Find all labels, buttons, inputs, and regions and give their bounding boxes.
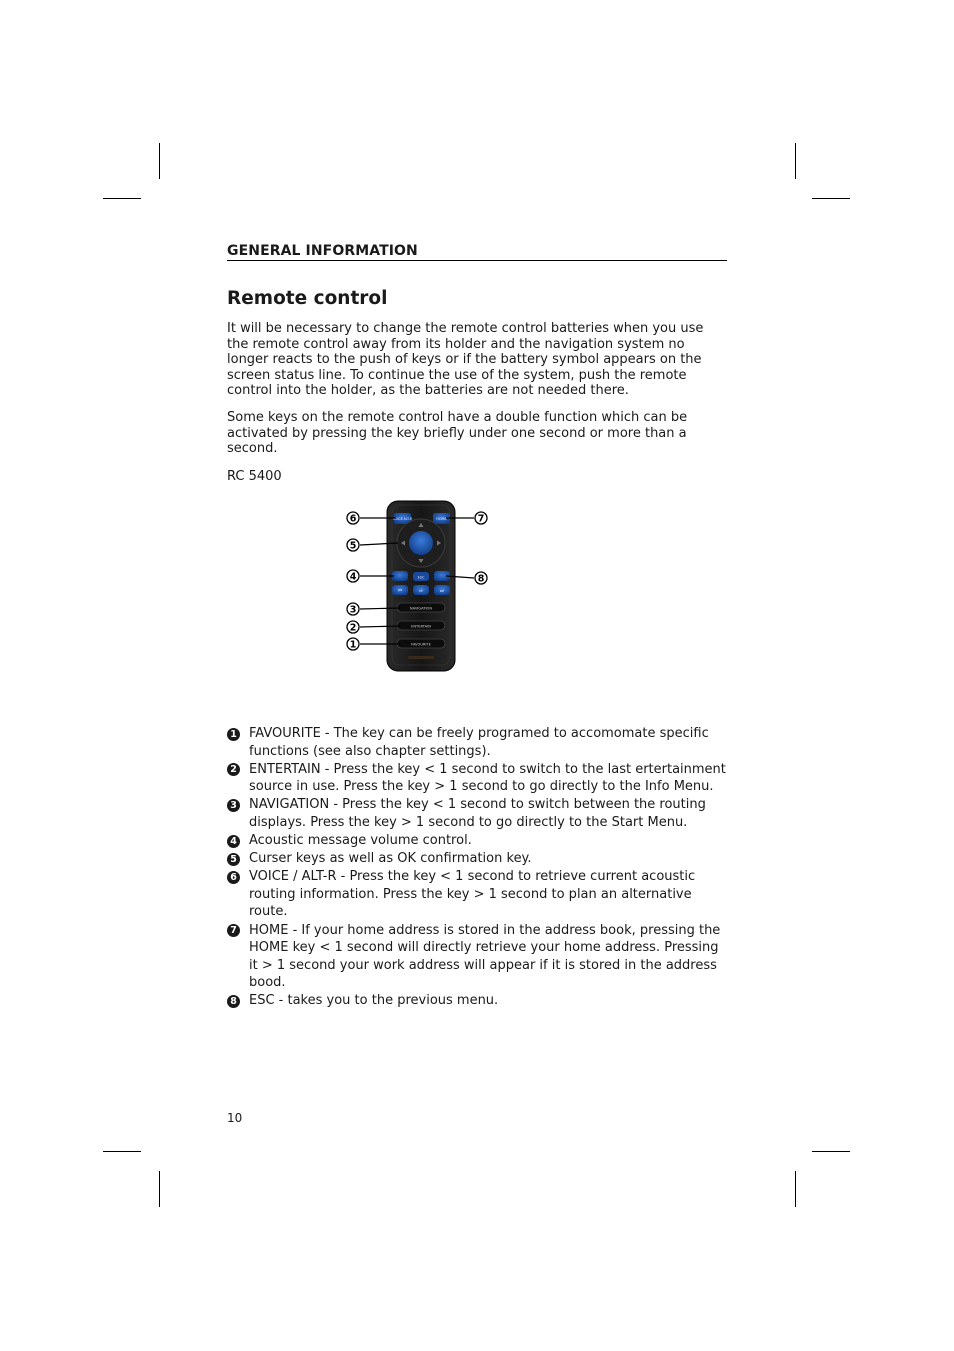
legend-number: 3: [227, 799, 240, 812]
legend-text: Curser keys as well as OK confirmation key.: [249, 851, 532, 867]
legend-text: FAVOURITE - The key can be freely programed to accomomate specific functions (see also chapter settings).: [249, 726, 709, 759]
voice-key-label: VOICE ALT-R: [392, 517, 413, 521]
svg-text:⏮: ⏮: [397, 589, 403, 594]
legend-item: [227, 796, 727, 831]
legend-text: ESC - takes you to the previous menu.: [249, 993, 499, 1009]
page-title: Remote control: [227, 288, 388, 309]
ok-key: [409, 531, 433, 555]
legend-number: 5: [227, 853, 240, 866]
callout-7: 7: [477, 513, 485, 525]
legend-item: [227, 922, 727, 992]
crop-mark: [795, 143, 796, 179]
legend-number: 8: [227, 995, 240, 1008]
callout-1: 1: [349, 639, 357, 651]
legend-number: 6: [227, 871, 240, 884]
key-legend: [227, 725, 727, 1011]
legend-text: ENTERTAIN - Press the key < 1 second to switch to the last ertertainment source in use. Press the key > 1 second to go directly to the Info Menu.: [249, 761, 726, 795]
legend-number: 7: [227, 924, 240, 937]
legend-item: [227, 832, 727, 850]
esc-key-label: ESC: [417, 575, 425, 580]
model-label: RC 5400: [227, 469, 282, 484]
favourite-key-label: FAVOURITE: [411, 642, 431, 647]
legend-item: [227, 761, 727, 796]
legend-item: [227, 992, 727, 1010]
crop-mark: [795, 1171, 796, 1207]
paragraph-batteries: It will be necessary to change the remote control batteries when you use the remote control away from its holder and the navigation system no longer reacts to the push of keys or if the battery symbol appears on the screen status line. To continue the use of the system, push the remote control into the holder, as the batteries are not needed there.: [227, 321, 704, 399]
callout-4: 4: [349, 571, 357, 583]
navigation-key-label: NAVIGATION: [409, 606, 433, 611]
crop-mark: [812, 1151, 850, 1152]
callout-5: 5: [349, 540, 357, 552]
legend-text: HOME - If your home address is stored in the address book, pressing the HOME key < 1 second will directly retrieve your home address. Pressing it > 1 second your work address will appear if it is stored in the address bood.: [249, 922, 721, 991]
legend-item: [227, 850, 727, 868]
crop-mark: [103, 1151, 141, 1152]
crop-mark: [812, 198, 850, 199]
legend-item: [227, 868, 727, 921]
legend-text: VOICE / ALT-R - Press the key < 1 second to retrieve current acoustic routing information. Press the key > 1 second to plan an alternative route.: [249, 869, 696, 920]
volume-down-key: [392, 571, 408, 581]
svg-text:⏭: ⏭: [439, 589, 445, 594]
callout-3: 3: [349, 604, 357, 616]
legend-number: 2: [227, 763, 240, 776]
svg-text:⏯: ⏯: [419, 589, 423, 594]
callout-2: 2: [349, 622, 357, 634]
entertain-key-label: ENTERTAIN: [411, 624, 431, 629]
legend-number: 4: [227, 835, 240, 848]
legend-text: Acoustic message volume control.: [249, 833, 472, 849]
callout-6: 6: [349, 513, 357, 525]
remote-control-figure: [340, 496, 500, 676]
remote-control-illustration: [340, 496, 500, 676]
legend-text: NAVIGATION - Press the key < 1 second to switch between the routing displays. Press the key > 1 second to go directly to the Start Menu.: [249, 797, 706, 830]
legend-item: [227, 725, 727, 760]
callout-8: 8: [477, 573, 485, 585]
crop-mark: [103, 198, 141, 199]
page-number: 10: [227, 1111, 243, 1125]
paragraph-double-function: Some keys on the remote control have a double function which can be activated by pressing the key briefly under one second or more than a second.: [227, 410, 688, 457]
section-header: GENERAL INFORMATION: [227, 243, 727, 261]
crop-mark: [159, 143, 160, 179]
home-key-label: HOME: [436, 517, 447, 521]
crop-mark: [159, 1171, 160, 1207]
legend-number: 1: [227, 728, 240, 741]
